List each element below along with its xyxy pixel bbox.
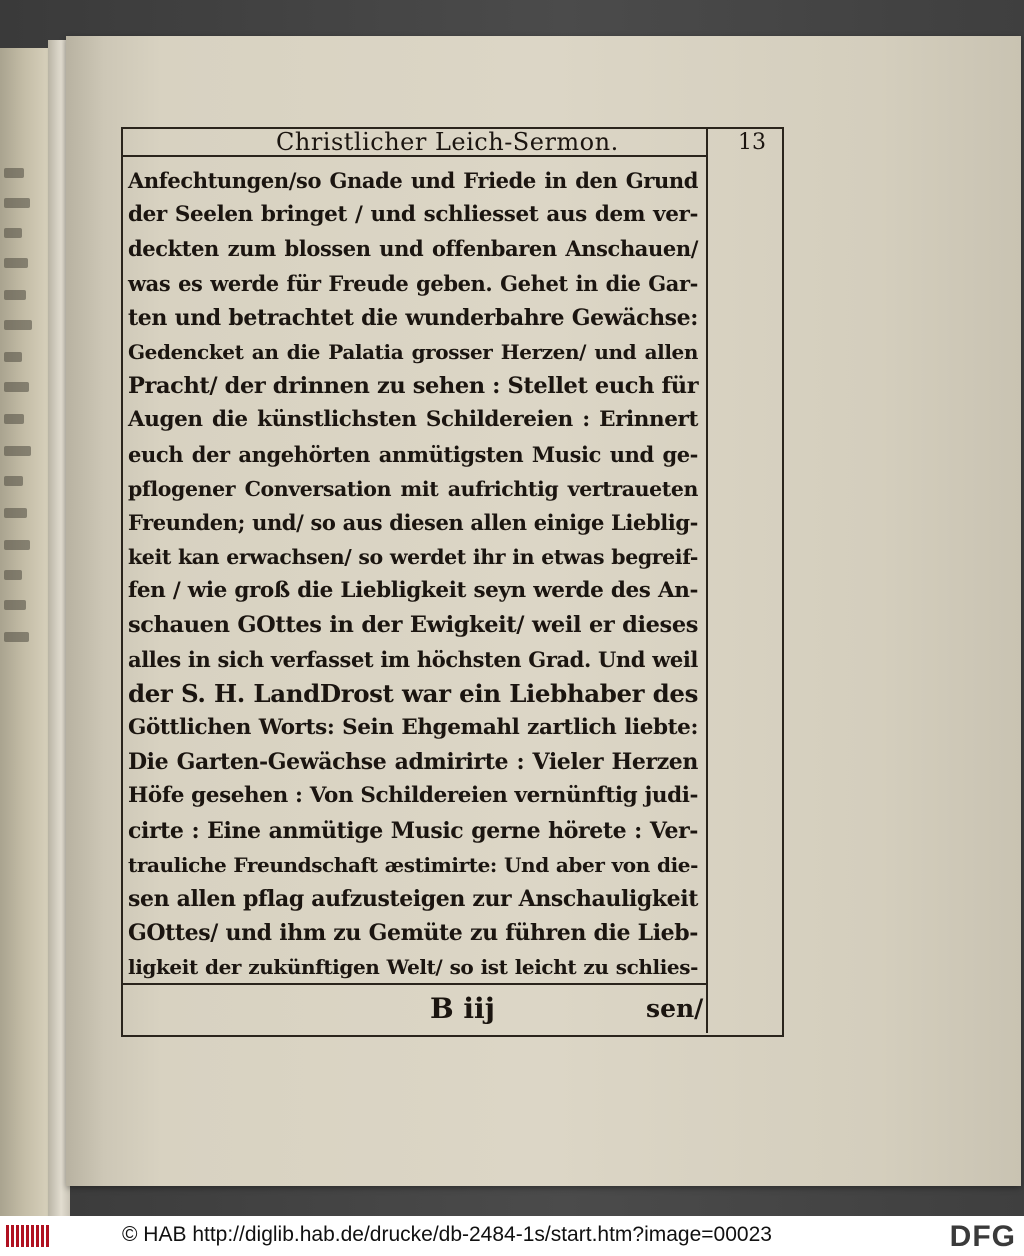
text-line: pflogener Conversation mit aufrichtig vertraueten <box>128 476 698 501</box>
credit-link[interactable]: © HAB http://diglib.hab.de/drucke/db-2484-1s/start.htm?image=00023 <box>122 1223 772 1246</box>
text-line: ten und betrachtet die wunderbahre Gewächse: <box>128 304 698 331</box>
text-line: schauen GOttes in der Ewigkeit/ weil er dieses <box>128 612 698 639</box>
text-line: trauliche Freundschaft æstimirte: Und aber von die- <box>128 852 698 877</box>
text-line: alles in sich verfasset im höchsten Grad. Und weil <box>128 646 698 672</box>
text-line: cirte : Eine anmütige Music gerne hörete : Ver- <box>128 817 698 844</box>
margin-column-rule <box>706 127 708 1033</box>
dfg-logo: DFG <box>949 1220 1016 1253</box>
signature-mark: B iij <box>430 992 495 1025</box>
running-header: Christlicher Leich-Sermon. <box>276 128 619 156</box>
text-line: Anfechtungen/so Gnade und Friede in den Grund <box>128 168 698 193</box>
text-line: deckten zum blossen und offenbaren Anschauen/ <box>128 236 698 262</box>
hab-logo-icon <box>6 1225 50 1247</box>
text-line: keit kan erwachsen/ so werdet ihr in etwas begreif- <box>128 545 698 570</box>
text-line: Freunden; und/ so aus diesen allen einige Lieblig- <box>128 509 698 535</box>
text-line: Die Garten-Gewächse admirirte : Vieler Herzen <box>128 749 698 776</box>
text-line: Augen die künstlichsten Schildereien : Erinnert <box>128 407 698 433</box>
text-line: Höfe gesehen : Von Schildereien vernünftig judi- <box>128 783 698 809</box>
text-line: was es werde für Freude geben. Gehet in die Gar- <box>128 270 698 296</box>
text-line: fen / wie groß die Liebligkeit seyn werde des An- <box>128 578 698 604</box>
body-text <box>128 164 698 985</box>
text-line: ligkeit der zukünftigen Welt/ so ist leicht zu schlies- <box>128 955 698 980</box>
text-line: sen allen pflag aufzusteigen zur Anschauligkeit <box>128 885 698 912</box>
text-line: Göttlichen Worts: Sein Ehgemahl zartlich liebte: <box>128 715 698 740</box>
text-line: euch der angehörten anmütigsten Music und ge- <box>128 441 698 467</box>
page-number: 13 <box>738 130 766 155</box>
text-line: GOttes/ und ihm zu Gemüte zu führen die Lieb- <box>128 920 698 947</box>
text-line: der S. H. LandDrost war ein Liebhaber des <box>128 678 698 708</box>
catchword: sen/ <box>646 994 704 1023</box>
viewer-footer <box>0 1216 1024 1256</box>
text-line: Pracht/ der drinnen zu sehen : Stellet euch für <box>128 373 699 400</box>
text-line: der Seelen bringet / und schliesset aus dem ver- <box>128 202 698 228</box>
text-line: Gedencket an die Palatia grosser Herzen/ und allen <box>128 339 698 364</box>
